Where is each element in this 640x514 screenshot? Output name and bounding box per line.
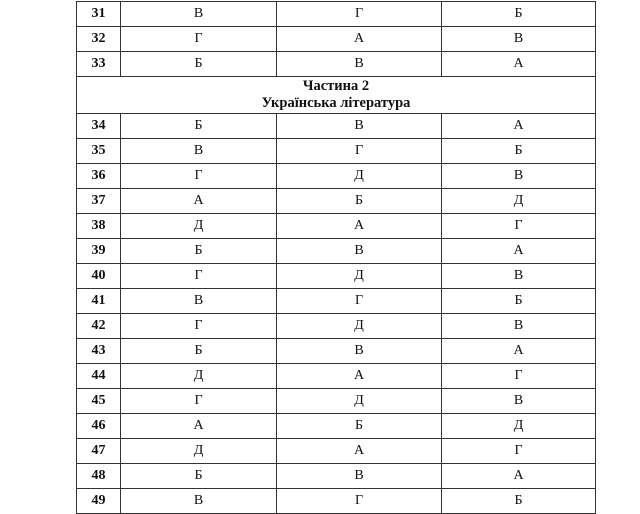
answer-cell: А — [277, 364, 442, 389]
answer-cell: В — [277, 464, 442, 489]
table-row — [77, 314, 596, 339]
answer-cell: А — [277, 27, 442, 52]
question-number: 40 — [77, 264, 121, 289]
question-number: 47 — [77, 439, 121, 464]
answer-cell: А — [121, 189, 277, 214]
answer-cell: А — [277, 214, 442, 239]
answer-cell: В — [277, 339, 442, 364]
table-row — [77, 289, 596, 314]
question-number: 32 — [77, 27, 121, 52]
question-number: 35 — [77, 139, 121, 164]
table-row — [77, 339, 596, 364]
question-number: 36 — [77, 164, 121, 189]
question-number: 39 — [77, 239, 121, 264]
answer-cell: Г — [121, 27, 277, 52]
answer-cell: А — [121, 414, 277, 439]
answer-cell: В — [121, 2, 277, 27]
question-number: 44 — [77, 364, 121, 389]
answer-cell: Г — [277, 139, 442, 164]
answer-cell: Д — [277, 389, 442, 414]
answer-cell: Б — [442, 2, 596, 27]
answer-cell: В — [121, 139, 277, 164]
answer-cell: А — [442, 239, 596, 264]
answer-cell: А — [442, 464, 596, 489]
question-number: 42 — [77, 314, 121, 339]
section-header — [77, 77, 596, 114]
answer-cell: А — [442, 339, 596, 364]
question-number: 37 — [77, 189, 121, 214]
answer-cell: Г — [442, 364, 596, 389]
question-number: 45 — [77, 389, 121, 414]
question-number: 41 — [77, 289, 121, 314]
answer-cell: Б — [121, 114, 277, 139]
table-row — [77, 414, 596, 439]
answer-cell: Г — [121, 264, 277, 289]
table-row — [77, 164, 596, 189]
answer-cell: Д — [121, 214, 277, 239]
answer-cell: В — [442, 389, 596, 414]
table-row — [77, 52, 596, 77]
question-number: 31 — [77, 2, 121, 27]
answer-cell: Б — [277, 189, 442, 214]
answer-cell: В — [277, 114, 442, 139]
answer-cell: Д — [121, 439, 277, 464]
question-number: 49 — [77, 489, 121, 514]
answer-cell: В — [442, 314, 596, 339]
question-number: 43 — [77, 339, 121, 364]
answer-cell: Б — [121, 339, 277, 364]
answer-cell: А — [442, 52, 596, 77]
answer-key-table — [76, 1, 596, 514]
answer-cell: Г — [277, 289, 442, 314]
answer-cell: Г — [442, 439, 596, 464]
question-number: 38 — [77, 214, 121, 239]
table-row — [77, 139, 596, 164]
question-number: 46 — [77, 414, 121, 439]
table-row — [77, 464, 596, 489]
table-row — [77, 2, 596, 27]
answer-cell: Г — [121, 314, 277, 339]
table-row — [77, 389, 596, 414]
section-header-row — [77, 77, 596, 114]
answer-cell: Б — [442, 139, 596, 164]
section-title: Частина 2 — [302, 78, 370, 94]
question-number: 34 — [77, 114, 121, 139]
answer-cell: Б — [442, 489, 596, 514]
answer-cell: Б — [121, 464, 277, 489]
table-row — [77, 264, 596, 289]
table-row — [77, 364, 596, 389]
answer-cell: Д — [277, 264, 442, 289]
answer-cell: Д — [442, 189, 596, 214]
question-number: 33 — [77, 52, 121, 77]
table-row — [77, 239, 596, 264]
answer-cell: Г — [277, 2, 442, 27]
answer-cell: В — [442, 164, 596, 189]
answer-cell: Г — [442, 214, 596, 239]
answer-cell: Б — [121, 52, 277, 77]
answer-cell: Г — [121, 164, 277, 189]
table-row — [77, 214, 596, 239]
answer-cell: Б — [277, 414, 442, 439]
table-row — [77, 439, 596, 464]
answer-cell: В — [442, 264, 596, 289]
table-row — [77, 114, 596, 139]
question-number: 48 — [77, 464, 121, 489]
answer-cell: В — [121, 489, 277, 514]
answer-cell: Д — [277, 314, 442, 339]
answer-cell: Г — [121, 389, 277, 414]
answer-cell: А — [442, 114, 596, 139]
answer-cell: А — [277, 439, 442, 464]
table-row — [77, 27, 596, 52]
answer-cell: Д — [121, 364, 277, 389]
answer-cell: В — [121, 289, 277, 314]
answer-cell: Г — [277, 489, 442, 514]
section-subtitle: Українська література — [261, 95, 411, 111]
answer-cell: Д — [277, 164, 442, 189]
table-row — [77, 489, 596, 514]
answer-cell: Б — [442, 289, 596, 314]
table-row — [77, 189, 596, 214]
answer-cell: Б — [121, 239, 277, 264]
answer-cell: Д — [442, 414, 596, 439]
answer-cell: В — [277, 52, 442, 77]
answer-cell: В — [277, 239, 442, 264]
answer-cell: В — [442, 27, 596, 52]
